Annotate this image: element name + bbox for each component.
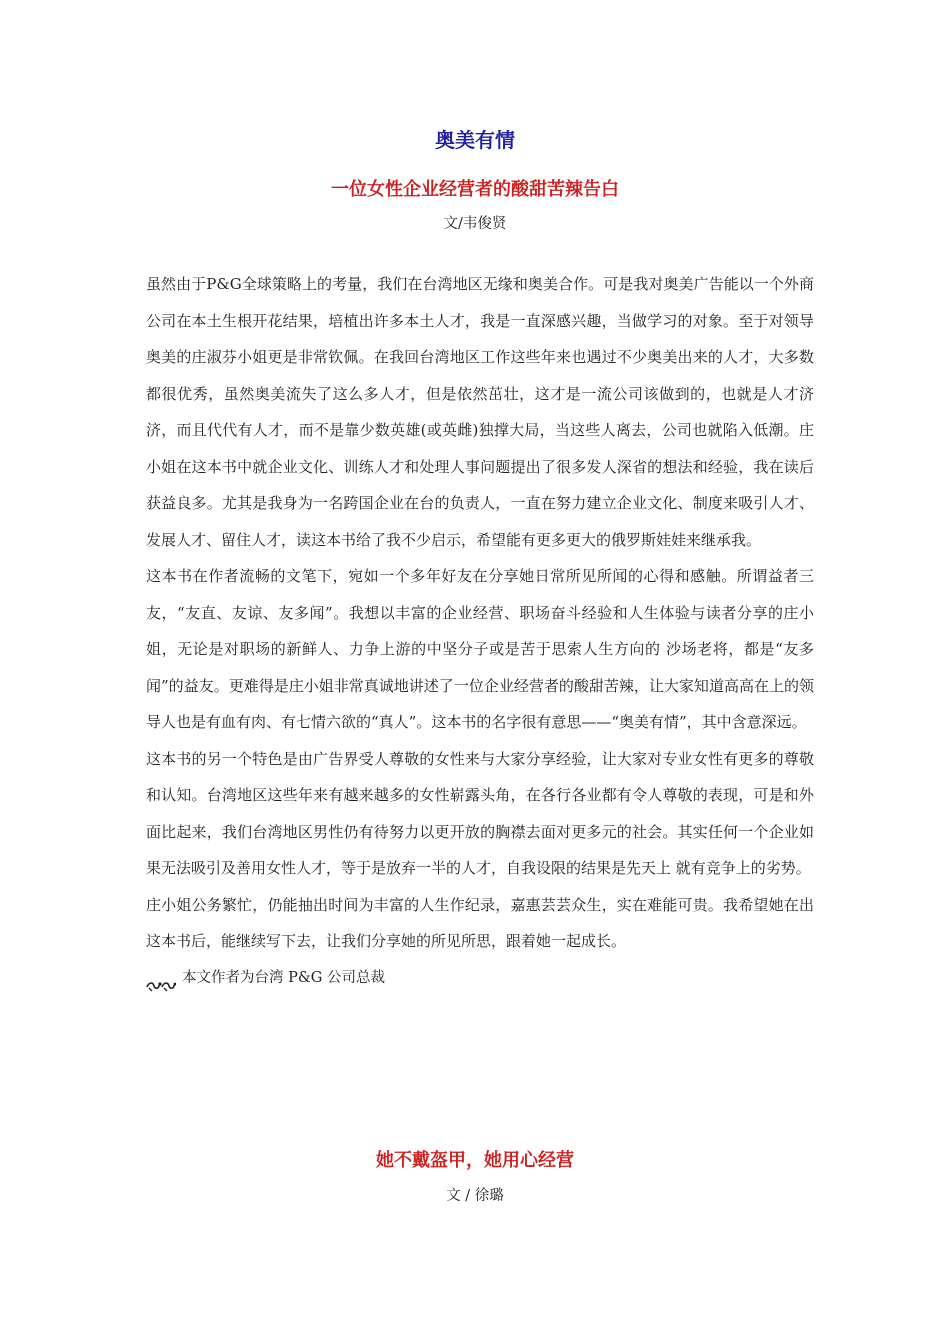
article-body bbox=[146, 266, 814, 996]
author-line: 文/韦俊贤 bbox=[443, 216, 507, 232]
section-title: 她不戴盔甲，她用心经营 bbox=[376, 1150, 574, 1171]
paragraph: 这本书的另一个特色是由广告界受人尊敬的女性来与大家分享经验，让大家对专业女性有更多的尊敬和认知。台湾地区这些年来有越来越多的女性崭露头角，在各行各业都有令人尊敬的表现，可是和外面比起来，我们台湾地区男性仍有待努力以更开放的胸襟去面对更多元的社会。其实任何一个企业如果无法吸引及善用女性人才，等于是放弃一半的人才，自我设限的结果是先天上 就有竞争上的劣势。 bbox=[146, 749, 814, 877]
document-title: 奥美有情 bbox=[435, 128, 515, 152]
author-note-text: 本文作者为台湾 P&G 公司总裁 bbox=[182, 969, 385, 986]
author-note bbox=[146, 960, 814, 997]
document-subtitle: 一位女性企业经营者的酸甜苦辣告白 bbox=[331, 179, 619, 200]
ornament-icon bbox=[146, 971, 176, 985]
section-author-line: 文 / 徐璐 bbox=[446, 1188, 504, 1204]
paragraph: 庄小姐公务繁忙，仍能抽出时间为丰富的人生作纪录，嘉惠芸芸众生，实在难能可贵。我希望她在出这本书后，能继续写下去，让我们分享她的所见所思，跟着她一起成长。 bbox=[146, 895, 814, 950]
paragraph: 这本书在作者流畅的文笔下，宛如一个多年好友在分享她日常所见所闻的心得和感触。所谓益者三友，“友直、友谅、友多闻”。我想以丰富的企业经营、职场奋斗经验和人生体验与读者分享的庄小姐，无论是对职场的新鲜人、力争上游的中坚分子或是苦于思索人生方向的 沙场老将，都是“友多闻”的益友。更难得是庄小姐非常真诚地讲述了一位企业经营者的酸甜苦辣，让大家知道高高在上的领导人也是有血有肉、有七情六欲的“真人”。这本书的名字很有意思——“奥美有情”，其中含意深远。 bbox=[146, 567, 814, 731]
paragraph: 虽然由于P&G全球策略上的考量，我们在台湾地区无缘和奥美合作。可是我对奥美广告能以一个外商公司在本土生根开花结果，培植出许多本土人才，我是一直深感兴趣，当做学习的对象。至于对领导奥美的庄淑芬小姐更是非常钦佩。在我回台湾地区工作这些年来也遇过不少奥美出来的人才，大多数都很优秀，虽然奥美流失了这么多人才，但是依然茁壮，这才是一流公司该做到的，也就是人才济济，而且代代有人才，而不是靠少数英雄(或英雌)独撑大局，当这些人离去，公司也就陷入低潮。庄小姐在这本书中就企业文化、训练人才和处理人事问题提出了很多发人深省的想法和经验，我在读后获益良多。尤其是我身为一名跨国企业在台的负责人，一直在努力建立企业文化、制度来吸引人才、发展人才、留住人才，读这本书给了我不少启示，希望能有更多更大的俄罗斯娃娃来继承我。 bbox=[146, 275, 814, 549]
